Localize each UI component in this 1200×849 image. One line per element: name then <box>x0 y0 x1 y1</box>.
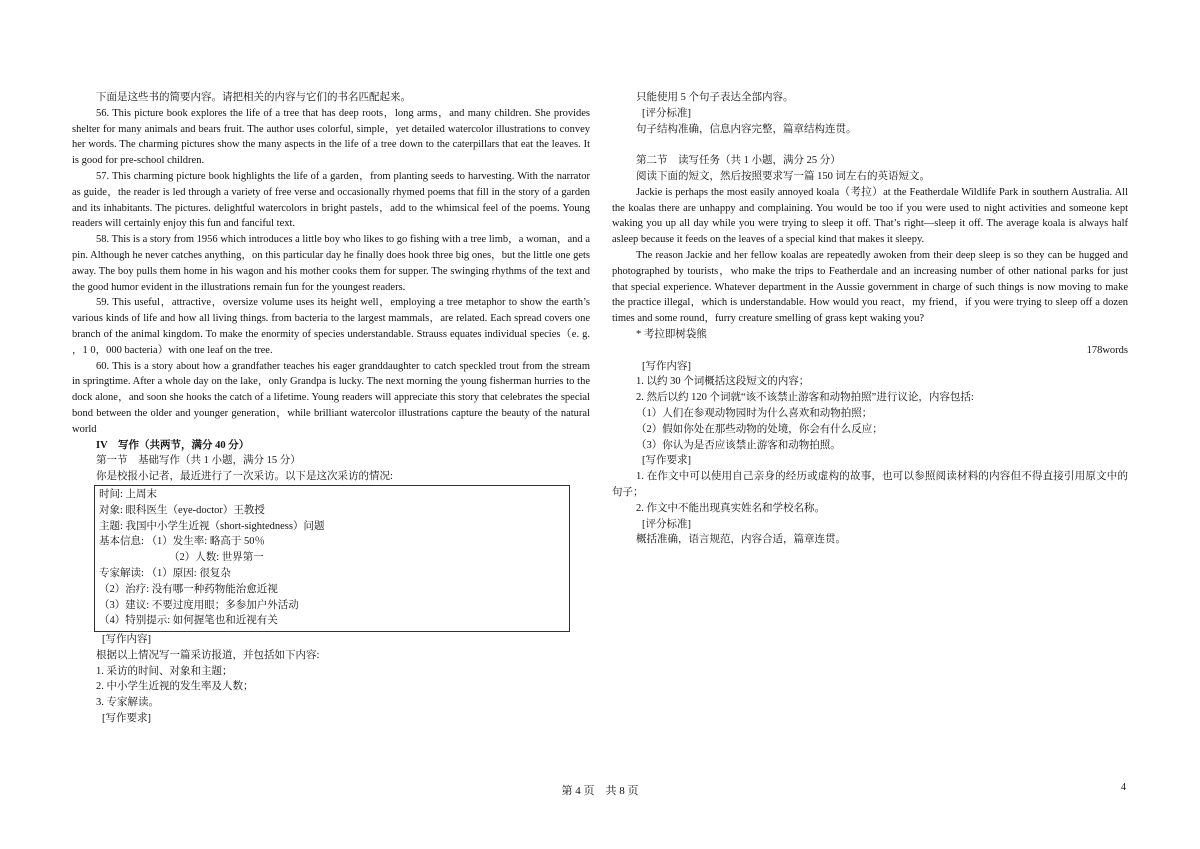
part1-title: 第一节 基础写作（共 1 小题，满分 15 分） <box>96 455 301 467</box>
box-line: 基本信息: （1）发生率: 略高于 50％ <box>99 536 265 548</box>
writing-requirements-label: [写作要求] <box>642 455 691 467</box>
part2-prompt: 阅读下面的短文，然后按照要求写一篇 150 词左右的英语短文。 <box>636 170 930 182</box>
question-59: 59. This useful，attractive，oversize volume uses its height well，employing a tree metaphor to show the earth’s various kinds of life and how all living things. from bacteria to the largest mammals，are related. Each spread covers one branch of the animal kingdom. To make the enormity of species understandable. Strauss equates individual species（e. g. ，1 0，000 bacteria）with one leaf on the tree. <box>72 297 590 356</box>
box-line: （2）治疗: 没有哪一种药物能治愈近视 <box>99 583 278 595</box>
right-column <box>612 90 1128 548</box>
content-item: 2. 中小学生近视的发生率及人数； <box>96 681 254 693</box>
box-line: 时间: 上周末 <box>99 488 158 500</box>
box-line: （3）建议: 不要过度用眼；多参加户外活动 <box>99 599 299 611</box>
reading-paragraph-2: The reason Jackie and her fellow koalas are repeatedly awoken from their deep sleep is so they can be hugged and photographed by tourists，who make the trips to Featherdale and an increasing number of other national parks for just that special experience. Whatever department in the Aussie government in charge of such things is now moving to make the practice illegal，which is understandable. How would you react，my friend，if you were trying to sleep off a dozen times and some round，furry creature smelling of grass kept waking you? <box>612 249 1128 325</box>
koala-note: * 考拉即树袋熊 <box>636 328 707 340</box>
question-58: 58. This is a story from 1956 which introduces a little boy who likes to go fishing with a tree limb，a woman，and a pin. Although he never catches anything，on this particular day he finally does hook three big ones，but the little one gets away. The boy pulls them home in his wagon and his mother cooks them for supper. The swinging rhythms of the text and the good humor evident in the illustrations remain fun for the youngest readers. <box>72 234 590 293</box>
requirement-1: 1. 在作文中可以使用自己亲身的经历或虚构的故事，也可以参照阅读材料的内容但不得直接引用原文中的句子； <box>612 471 1128 498</box>
question-57: 57. This charming picture book highlights the life of a garden，from planting seeds to harvesting. With the narrator as guide，the reader is led through a variety of free verse and occasionally rhymed poems that fill in the story of a garden and its inhabitants. The pictures. delightful watercolors in bright pastels，add to the whimsical feel of the poems. Young readers will certainly enjoy this fun and fanciful text. <box>72 170 590 230</box>
content-item: 3. 专家解读。 <box>96 697 159 709</box>
content-item: （3）你认为是否应该禁止游客和动物拍照。 <box>636 439 841 451</box>
criteria-label: [评分标准] <box>642 107 691 119</box>
section-iv-heading: IV 写作（共两节，满分 40 分） <box>96 439 250 451</box>
box-line: （4）特别提示: 如何握笔也和近视有关 <box>99 615 278 627</box>
criteria-text: 概括准确，语言规范，内容合适，篇章连贯。 <box>636 534 846 546</box>
part2-title: 第二节 读写任务（共 1 小题，满分 25 分） <box>636 155 841 167</box>
question-60: 60. This is a story about how a grandfather teaches his eager granddaughter to catch speckled trout from the stream in springtime. After a whole day on the lake，only Grandpa is lucky. The next morning the young fisherman hurries to the dock alone，and soon she hooks the catch of a lifetime. Young readers will appreciate this story that celebrates the special bond between the older and younger generation，while brilliant watercolor illustrations capture the beauty of the natural world <box>72 360 590 435</box>
writing-content-label: [写作内容] <box>642 360 691 372</box>
writing-content-intro: 根据以上情况写一篇采访报道，并包括如下内容: <box>96 649 320 661</box>
writing-content-label: [写作内容] <box>102 634 151 646</box>
spacer <box>612 137 1128 153</box>
interview-info-box <box>94 485 570 632</box>
content-item: （1）人们在参观动物园时为什么喜欢和动物拍照； <box>636 407 873 419</box>
writing-requirements-label: [写作要求] <box>102 713 151 725</box>
page-footer: 第 4 页 共 8 页 <box>561 785 639 797</box>
question-56: 56. This picture book explores the life of a tree that has deep roots，long arms，and many children. She provides shelter for many animals and bears fruit. The author uses colorful, simple，yet detailed watercolor illustrations to convey her words. The charming pictures show the many aspects in the life of a tree down to the caterpillars that eat the leaves. It is good for pre-school children. <box>72 107 590 167</box>
left-column <box>72 90 590 727</box>
content-item: （2）假如你处在那些动物的处境，你会有什么反应； <box>636 423 883 435</box>
word-count: 178words <box>1086 344 1128 356</box>
box-line: （2）人数: 世界第一 <box>169 552 264 564</box>
sentence-limit: 只能使用 5 个句子表达全部内容。 <box>636 92 794 103</box>
box-line: 对象: 眼科医生（eye-doctor）王教授 <box>99 504 265 516</box>
matching-instructions: 下面是这些书的简要内容。请把相关的内容与它们的书名匹配起来。 <box>96 92 411 103</box>
part1-prompt: 你是校报小记者，最近进行了一次采访。以下是这次采访的情况: <box>96 471 393 483</box>
criteria-text: 句子结构准确，信息内容完整，篇章结构连贯。 <box>636 123 857 135</box>
criteria-label: [评分标准] <box>642 518 691 530</box>
reading-paragraph-1: Jackie is perhaps the most easily annoyed koala（考拉）at the Featherdale Wildlife Park in southern Australia. All the koalas there are unhappy and complaining. You would be too if you were used to night activities and someone kept waking you up all day while you were trying to sleep it off. That’s right—sleep it off. The average koala is always half asleep because it feeds on the leaves of a special kind that makes it sleepy. <box>612 186 1128 246</box>
requirement-2: 2. 作文中不能出现真实姓名和学校名称。 <box>636 502 825 514</box>
content-item: 1. 采访的时间、对象和主题； <box>96 665 233 677</box>
box-line: 专家解读: （1）原因: 很复杂 <box>99 567 231 579</box>
content-item: 2. 然后以约 120 个词就“该不该禁止游客和动物拍照”进行议论，内容包括: <box>636 392 974 404</box>
box-line: 主题: 我国中小学生近视（short-sightedness）问题 <box>99 520 325 532</box>
content-item: 1. 以约 30 个词概括这段短文的内容； <box>636 376 810 388</box>
page-number: 4 <box>1121 782 1126 793</box>
